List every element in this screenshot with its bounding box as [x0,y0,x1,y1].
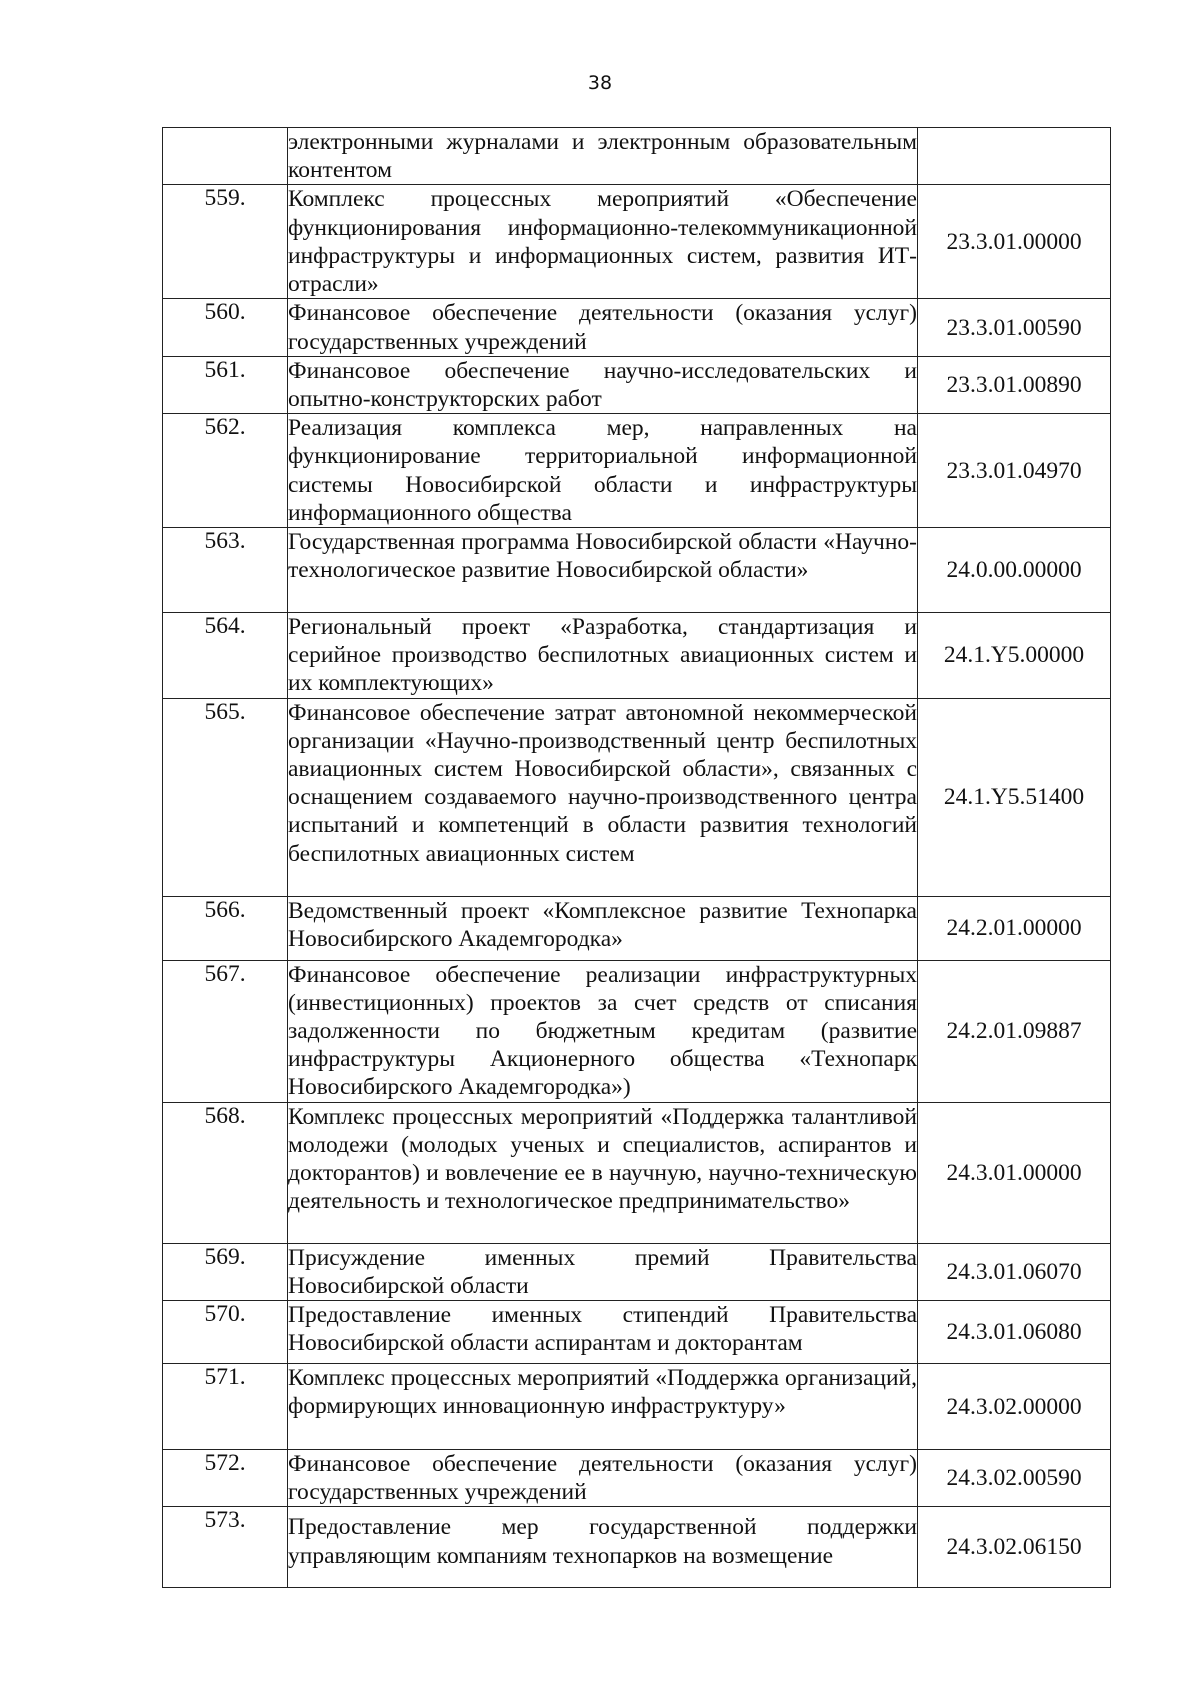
table-row [163,1507,1111,1588]
row-name [288,613,918,699]
row-number: 571. [163,1364,288,1450]
row-number: 568. [163,1102,288,1243]
table-row [163,128,1111,185]
row-name-text: Финансовое обеспечение затрат автономной некоммерческой организации «Научно-производственный центр беспилотных авиационных систем Новосибирской области», связанных с оснащением создаваемого научно-производственного центра испытаний и компетенций в области развития технологий беспилотных авиационных систем [288,699,917,867]
row-name [288,1102,918,1243]
row-name [288,1364,918,1450]
table-row [163,528,1111,613]
row-name-text: Комплекс процессных мероприятий «Поддержка организаций, формирующих инновационную инфраструктуру» [288,1365,917,1420]
table-body [163,128,1111,1588]
row-code: 24.1.Y5.51400 [918,698,1111,896]
row-code: 23.3.01.00590 [918,299,1111,356]
row-name-text: Региональный проект «Разработка, стандартизация и серийное производство беспилотных авиационных систем и их комплектующих» [288,614,917,697]
row-number [163,128,288,185]
row-code: 24.3.02.00000 [918,1364,1111,1450]
row-name-text: Предоставление мер государственной поддержки управляющим компаниям технопарков на возмещение [288,1514,917,1569]
table-row [163,1301,1111,1364]
row-number: 566. [163,896,288,960]
row-code: 24.3.01.00000 [918,1102,1111,1243]
table-row [163,698,1111,896]
row-name [288,185,918,299]
row-name-text: Финансовое обеспечение реализации инфраструктурных (инвестиционных) проектов за счет средств от списания задолженности по бюджетным кредитам (развитие инфраструктуры Акционерного общества «Технопарк Новосибирского Академгородка») [288,961,917,1101]
row-name [288,896,918,960]
row-number: 573. [163,1507,288,1588]
row-name-text: Финансовое обеспечение научно-исследовательских и опытно-конструкторских работ [288,357,917,413]
row-name-text: Государственная программа Новосибирской области «Научно-технологическое развитие Новосибирской области» [288,529,917,584]
row-name [288,1507,918,1588]
page-number: 38 [587,72,613,94]
row-code: 24.3.02.06150 [918,1507,1111,1588]
row-number: 565. [163,698,288,896]
row-code: 24.3.02.00590 [918,1450,1111,1507]
table-row [163,185,1111,299]
table-row [163,1450,1111,1507]
row-name [288,528,918,613]
row-name [288,414,918,528]
table-row [163,1243,1111,1300]
row-code: 24.1.Y5.00000 [918,613,1111,699]
row-code: 24.0.00.00000 [918,528,1111,613]
row-name-text: Реализация комплекса мер, направленных на функционирование территориальной информационной системы Новосибирской области и инфраструктуры информационного общества [288,415,917,526]
row-name-text: Финансовое обеспечение деятельности (оказания услуг) государственных учреждений [288,1451,917,1506]
row-name-text: Предоставление именных стипендий Правительства Новосибирской области аспирантам и докторантам [288,1302,917,1357]
row-number: 572. [163,1450,288,1507]
row-name-text: Присуждение именных премий Правительства Новосибирской области [288,1244,917,1299]
row-code: 23.3.01.04970 [918,414,1111,528]
row-number: 559. [163,185,288,299]
table-row [163,356,1111,413]
row-code: 23.3.01.00890 [918,356,1111,413]
row-code: 24.3.01.06080 [918,1301,1111,1364]
row-number: 563. [163,528,288,613]
table-row [163,1364,1111,1450]
row-name-text: Комплекс процессных мероприятий «Поддержка талантливой молодежи (молодых ученых и специалистов, аспирантов и докторантов) и вовлечение ее в научную, научно-техническую деятельность и технологическое предпринимательство» [288,1103,917,1215]
row-name-text: Ведомственный проект «Комплексное развитие Технопарка Новосибирского Академгородка» [288,897,917,952]
row-number: 569. [163,1243,288,1300]
row-name [288,960,918,1102]
row-code: 24.3.01.06070 [918,1243,1111,1300]
row-name [288,1450,918,1507]
row-number: 567. [163,960,288,1102]
row-number: 564. [163,613,288,699]
table-row [163,960,1111,1102]
row-name [288,1243,918,1300]
table-row [163,414,1111,528]
table-row [163,613,1111,699]
row-code: 23.3.01.00000 [918,185,1111,299]
row-code: 24.2.01.09887 [918,960,1111,1102]
table-row [163,299,1111,356]
row-name [288,1301,918,1364]
budget-classification-table [162,127,1111,1588]
row-number: 570. [163,1301,288,1364]
row-code: 24.2.01.00000 [918,896,1111,960]
row-number: 562. [163,414,288,528]
row-name [288,128,918,185]
row-name [288,299,918,356]
row-name-text: Финансовое обеспечение деятельности (оказания услуг) государственных учреждений [288,300,917,355]
table-row [163,896,1111,960]
table-row [163,1102,1111,1243]
row-number: 561. [163,356,288,413]
row-code [918,128,1111,185]
row-name-text: электронными журналами и электронным образовательным контентом [288,129,917,184]
row-name [288,698,918,896]
row-name-text: Комплекс процессных мероприятий «Обеспечение функционирования информационно-телекоммуникационной инфраструктуры и информационных систем, развития ИТ-отрасли» [288,186,917,298]
row-number: 560. [163,299,288,356]
row-name [288,356,918,413]
